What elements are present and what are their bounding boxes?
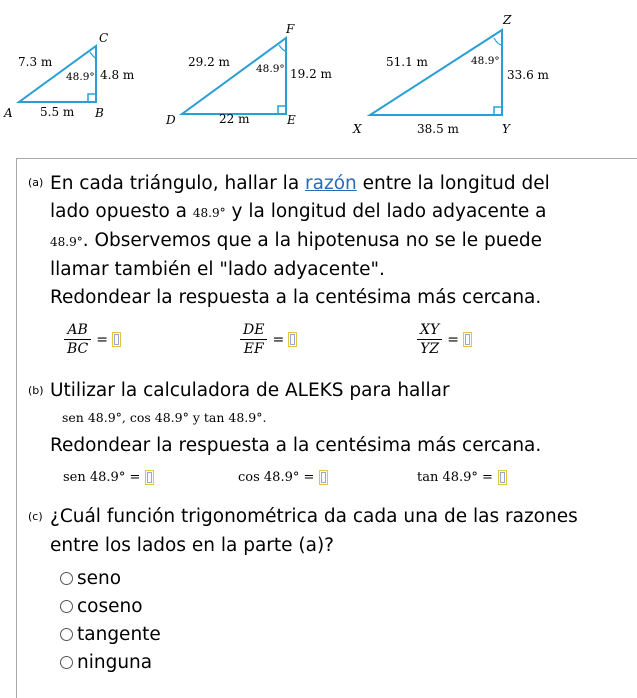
option-seno[interactable] <box>60 568 121 589</box>
triangle-abc <box>3 31 135 120</box>
option-label: tangente <box>77 624 161 645</box>
razon-link[interactable]: razón <box>305 173 357 194</box>
angle-label: 48.9° <box>256 63 285 75</box>
option-ninguna[interactable] <box>60 652 152 673</box>
denominator: EF <box>243 341 264 357</box>
part-a-text: y la longitud del lado adyacente a <box>225 201 547 222</box>
numerator: DE <box>240 322 267 340</box>
part-a-line5: Redondear la respuesta a la centésima más cercana. <box>50 287 542 308</box>
part-a-text: entre la longitud del <box>356 173 550 194</box>
vertex-b: B <box>95 106 104 120</box>
base-label: 38.5 m <box>417 122 459 136</box>
base-label: 5.5 m <box>40 105 75 119</box>
equals-sign: = <box>272 331 285 348</box>
denominator: YZ <box>420 341 440 357</box>
part-a-text: En cada triángulo, hallar la <box>50 173 306 194</box>
triangles-figure <box>0 0 637 150</box>
answer-input-tan[interactable] <box>498 470 507 485</box>
right-angle-marker <box>88 94 96 102</box>
part-a-line1 <box>50 170 620 197</box>
part-b-line3: Redondear la respuesta a la centésima más cercana. <box>50 435 542 456</box>
cos-expression: cos 48.9° = <box>238 470 315 485</box>
option-tangente[interactable] <box>60 624 161 645</box>
option-label: seno <box>77 568 122 589</box>
equals-sign: = <box>96 331 108 348</box>
part-a-line2 <box>50 198 620 227</box>
part-b-label: (b) <box>28 384 44 397</box>
hypotenuse-label: 51.1 m <box>386 55 428 69</box>
vertex-z: Z <box>503 13 512 27</box>
fraction <box>417 322 442 357</box>
tan-expression: tan 48.9° = <box>417 470 493 485</box>
radio-button[interactable] <box>60 628 73 641</box>
tan-item <box>417 470 507 485</box>
triangle-xyz-shape <box>370 30 502 115</box>
vertex-a: A <box>4 106 13 120</box>
answer-input-xy-yz[interactable] <box>463 332 472 347</box>
numerator: AB <box>64 322 90 340</box>
vertex-d: D <box>166 113 176 127</box>
angle-arc <box>279 45 286 51</box>
right-angle-marker <box>278 106 286 114</box>
sen-item <box>63 470 154 485</box>
part-a-line4: llamar también el "lado adyacente". <box>50 259 385 280</box>
numerator: XY <box>417 322 442 340</box>
angle-label: 48.9° <box>66 71 95 83</box>
sen-expression: sen 48.9° = <box>63 470 141 485</box>
vertex-y: Y <box>502 122 510 136</box>
answer-input-sen[interactable] <box>145 470 154 485</box>
angle-value: 48.9° <box>192 206 226 220</box>
angle-arc <box>494 38 502 45</box>
fraction <box>64 322 91 357</box>
triangle-xyz <box>352 13 550 136</box>
trig-functions-list: sen 48.9°, cos 48.9° y tan 48.9°. <box>62 410 267 425</box>
hypotenuse-label: 7.3 m <box>18 55 53 69</box>
denominator: BC <box>67 341 89 357</box>
base-label: 22 m <box>219 112 250 126</box>
vertex-c: C <box>99 31 109 45</box>
angle-label: 48.9° <box>471 55 500 67</box>
part-a-text: lado opuesto a <box>50 201 193 222</box>
cos-item <box>238 470 328 485</box>
answer-input-de-ef[interactable] <box>288 332 297 347</box>
radio-button[interactable] <box>60 600 73 613</box>
option-coseno[interactable] <box>60 596 143 617</box>
part-a-text: . Observemos que a la hipotenusa no se le puede <box>82 230 542 251</box>
right-angle-marker <box>494 107 502 115</box>
part-c-label: (c) <box>28 510 43 523</box>
side-label: 33.6 m <box>507 68 549 82</box>
answer-input-ab-bc[interactable] <box>112 332 121 347</box>
part-b-line1: Utilizar la calculadora de ALEKS para hallar <box>50 380 450 401</box>
equals-sign: = <box>447 331 459 348</box>
angle-value: 48.9° <box>50 235 83 249</box>
triangle-def-shape <box>182 38 286 114</box>
radio-button[interactable] <box>60 656 73 669</box>
vertex-e: E <box>287 113 296 127</box>
option-label: ninguna <box>77 652 153 673</box>
radio-button[interactable] <box>60 572 73 585</box>
vertex-x: X <box>353 122 362 136</box>
side-label: 4.8 m <box>100 68 135 82</box>
part-c-line1: ¿Cuál función trigonométrica da cada una de las razones <box>50 506 578 527</box>
ratio-xy-yz <box>417 322 472 357</box>
ratio-ab-bc <box>64 322 121 357</box>
part-c-line2: entre los lados en la parte (a)? <box>50 535 334 556</box>
fraction <box>240 322 267 357</box>
hypotenuse-label: 29.2 m <box>188 55 230 69</box>
vertex-f: F <box>286 22 295 36</box>
part-a-label: (a) <box>28 176 44 189</box>
part-a-line3 <box>50 227 620 256</box>
side-label: 19.2 m <box>290 67 332 81</box>
triangle-def <box>165 22 333 127</box>
option-label: coseno <box>77 596 143 617</box>
answer-input-cos[interactable] <box>319 470 328 485</box>
ratio-de-ef <box>240 322 297 357</box>
